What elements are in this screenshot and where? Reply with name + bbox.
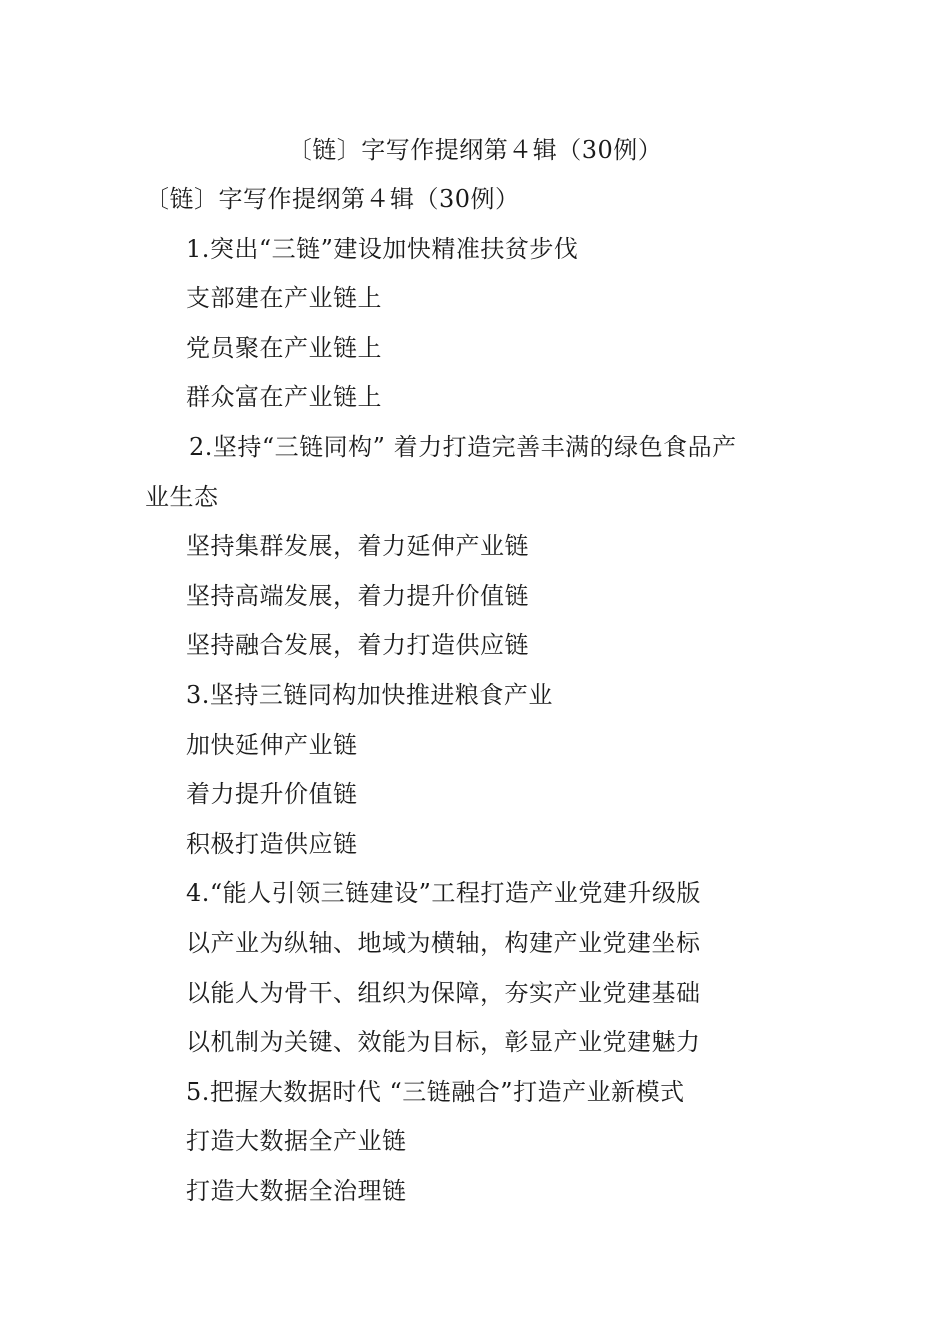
body-line: 坚持融合发展，着力打造供应链 (186, 631, 529, 660)
document-body (145, 181, 825, 1222)
body-line: 积极打造供应链 (186, 829, 358, 858)
subtitle-line: 〔链〕字写作提纲第４辑（30例） (145, 185, 520, 213)
body-line: 坚持高端发展，着力提升价值链 (186, 581, 529, 610)
heading-3: 3.坚持三链同构加快推进粮食产业 (186, 680, 553, 709)
body-line: 群众富在产业链上 (186, 383, 382, 412)
heading-2: 2.坚持“三链同构” 着力打造完善丰满的绿色食品产 (189, 432, 737, 461)
body-line: 党员聚在产业链上 (186, 333, 382, 362)
document-title: 〔链〕字写作提纲第４辑（30例） (287, 136, 663, 164)
body-line: 打造大数据全治理链 (186, 1176, 407, 1205)
body-line: 以机制为关键、效能为目标，彰显产业党建魅力 (186, 1028, 701, 1057)
body-line: 着力提升价值链 (186, 780, 358, 809)
body-line: 支部建在产业链上 (186, 284, 382, 313)
heading-4: 4.“能人引领三链建设”工程打造产业党建升级版 (186, 879, 701, 908)
heading-1: 1.突出“三链”建设加快精准扶贫步伐 (186, 234, 579, 263)
heading-2-continuation: 业生态 (145, 482, 219, 511)
body-line: 坚持集群发展，着力延伸产业链 (186, 532, 529, 561)
heading-5: 5.把握大数据时代 “三链融合”打造产业新模式 (186, 1077, 685, 1106)
body-line: 以能人为骨干、组织为保障，夯实产业党建基础 (186, 978, 701, 1007)
body-line: 以产业为纵轴、地域为横轴，构建产业党建坐标 (186, 928, 701, 957)
body-line: 加快延伸产业链 (186, 730, 358, 759)
body-line: 打造大数据全产业链 (186, 1127, 407, 1156)
